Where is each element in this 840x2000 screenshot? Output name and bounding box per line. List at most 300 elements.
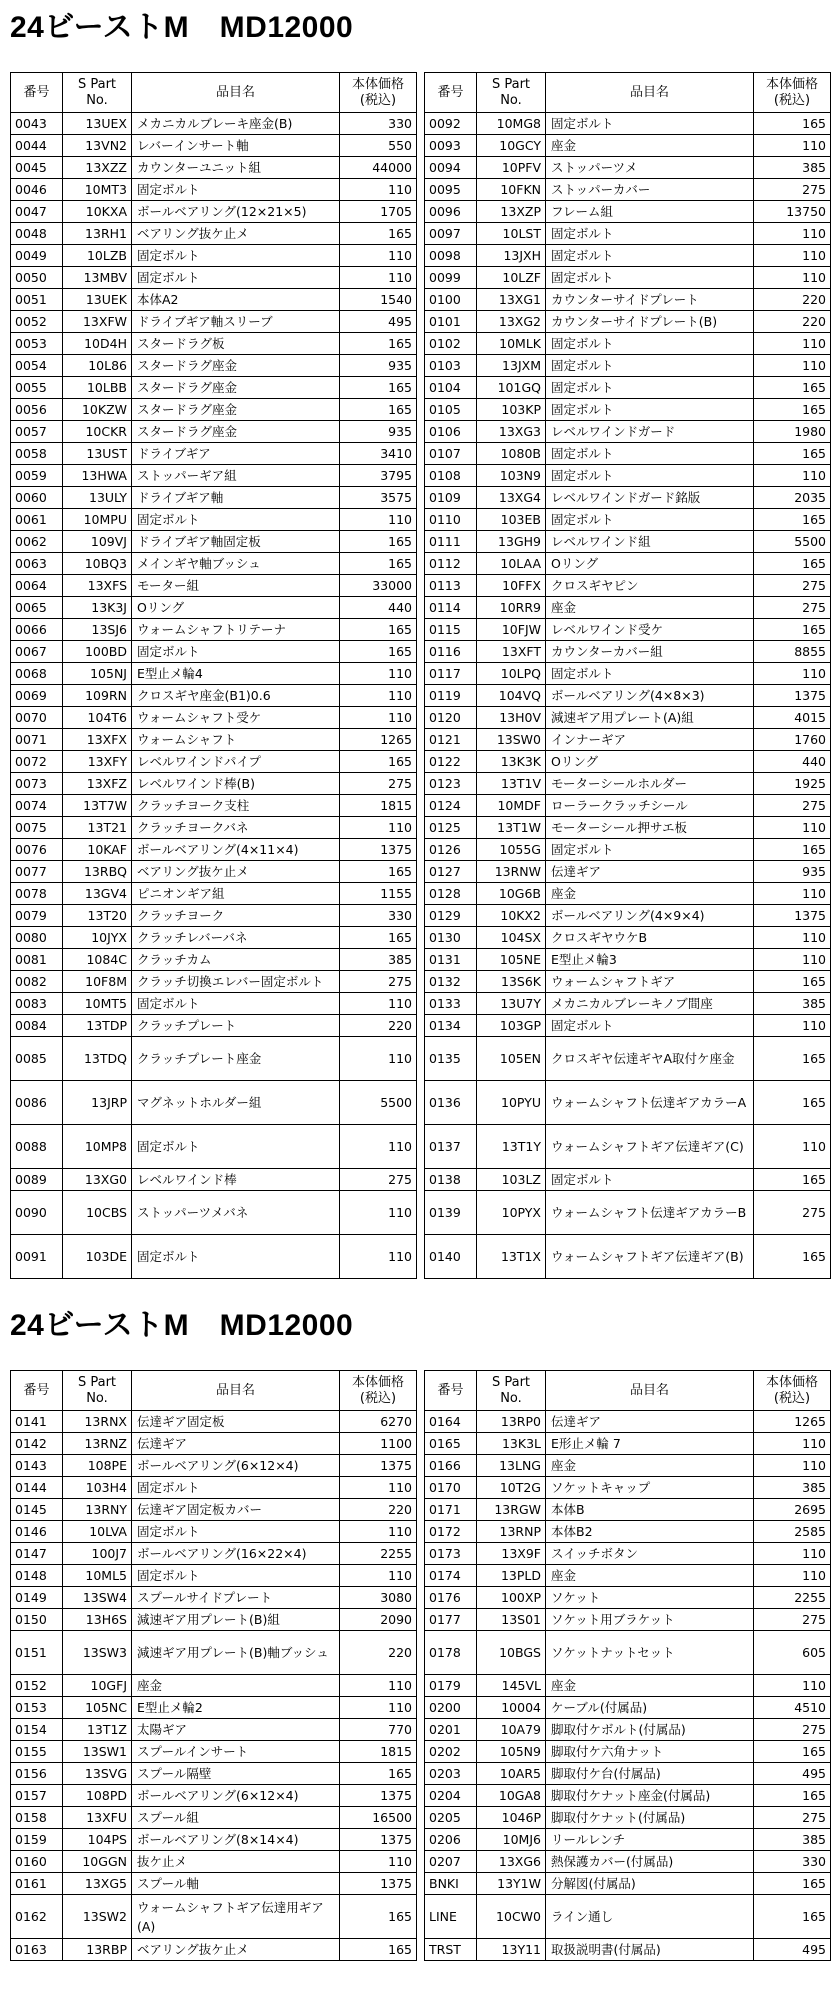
table-row bbox=[11, 1565, 417, 1587]
table-row bbox=[11, 1455, 417, 1477]
item-number: 0061 bbox=[11, 509, 63, 531]
table-row bbox=[11, 1477, 417, 1499]
table-row bbox=[425, 1939, 831, 1961]
parts-table-left bbox=[10, 72, 417, 1279]
price: 2695 bbox=[754, 1499, 831, 1521]
item-name: E型止メ輪4 bbox=[132, 663, 340, 685]
table-row bbox=[11, 267, 417, 289]
part-number: 13XG5 bbox=[63, 1873, 132, 1895]
header-price bbox=[754, 1371, 831, 1411]
item-number: 0068 bbox=[11, 663, 63, 685]
item-number: 0201 bbox=[425, 1719, 477, 1741]
item-number: 0054 bbox=[11, 355, 63, 377]
item-number: 0055 bbox=[11, 377, 63, 399]
table-row bbox=[11, 1939, 417, 1961]
part-number: 13Y1W bbox=[477, 1873, 546, 1895]
part-number: 13UST bbox=[63, 443, 132, 465]
item-name: 固定ボルト bbox=[132, 1565, 340, 1587]
header-part-line2: No. bbox=[86, 92, 108, 108]
part-number: 100J7 bbox=[63, 1543, 132, 1565]
price: 275 bbox=[754, 575, 831, 597]
price: 44000 bbox=[340, 157, 417, 179]
price: 110 bbox=[754, 1455, 831, 1477]
part-number: 10MP8 bbox=[63, 1125, 132, 1169]
table-row bbox=[11, 1895, 417, 1939]
item-name: カウンターユニット組 bbox=[132, 157, 340, 179]
item-name: 減速ギア用プレート(A)組 bbox=[546, 707, 754, 729]
table-row bbox=[425, 839, 831, 861]
table-row bbox=[11, 575, 417, 597]
item-number: 0170 bbox=[425, 1477, 477, 1499]
item-name: ウォームシャフト伝達ギアカラーA bbox=[546, 1081, 754, 1125]
price: 385 bbox=[754, 1477, 831, 1499]
part-number: 13SJ6 bbox=[63, 619, 132, 641]
item-name: インナーギア bbox=[546, 729, 754, 751]
header-row bbox=[11, 1371, 417, 1411]
part-number: 105N9 bbox=[477, 1741, 546, 1763]
table-row bbox=[425, 1411, 831, 1433]
price: 1375 bbox=[340, 1455, 417, 1477]
part-number: 13XG1 bbox=[477, 289, 546, 311]
table-row bbox=[11, 1697, 417, 1719]
item-name: ソケットナットセット bbox=[546, 1631, 754, 1675]
item-name: 固定ボルト bbox=[132, 267, 340, 289]
item-name: クロスギヤ座金(B1)0.6 bbox=[132, 685, 340, 707]
item-number: 0112 bbox=[425, 553, 477, 575]
price: 275 bbox=[340, 773, 417, 795]
item-name: ストッパーカバー bbox=[546, 179, 754, 201]
item-name: 固定ボルト bbox=[546, 663, 754, 685]
part-number: 13T21 bbox=[63, 817, 132, 839]
item-number: 0177 bbox=[425, 1609, 477, 1631]
item-number: 0203 bbox=[425, 1763, 477, 1785]
price: 1375 bbox=[340, 1829, 417, 1851]
table-row bbox=[11, 509, 417, 531]
item-number: 0094 bbox=[425, 157, 477, 179]
price: 2090 bbox=[340, 1609, 417, 1631]
item-number: 0100 bbox=[425, 289, 477, 311]
item-number: 0091 bbox=[11, 1235, 63, 1279]
table-row bbox=[11, 1081, 417, 1125]
table-row bbox=[425, 575, 831, 597]
header-part-line1: S Part bbox=[77, 1374, 117, 1390]
table-row bbox=[11, 157, 417, 179]
part-number: 10PYX bbox=[477, 1191, 546, 1235]
item-name: ウォームシャフト受ケ bbox=[132, 707, 340, 729]
price: 110 bbox=[754, 1565, 831, 1587]
table-row bbox=[425, 179, 831, 201]
item-number: 0080 bbox=[11, 927, 63, 949]
part-number: 13JXM bbox=[477, 355, 546, 377]
part-number: 10KZW bbox=[63, 399, 132, 421]
item-name: モーター組 bbox=[132, 575, 340, 597]
item-name: レベルワインドガード bbox=[546, 421, 754, 443]
part-number: 13JRP bbox=[63, 1081, 132, 1125]
item-name: E形止メ輪 7 bbox=[546, 1433, 754, 1455]
item-name: 分解図(付属品) bbox=[546, 1873, 754, 1895]
price: 110 bbox=[340, 1565, 417, 1587]
header-price bbox=[754, 73, 831, 113]
item-number: 0060 bbox=[11, 487, 63, 509]
item-number: 0207 bbox=[425, 1851, 477, 1873]
item-number: 0058 bbox=[11, 443, 63, 465]
item-name: モーターシールホルダー bbox=[546, 773, 754, 795]
header-number: 番号 bbox=[425, 1371, 477, 1411]
item-name: ピニオンギア組 bbox=[132, 883, 340, 905]
table-row bbox=[425, 1235, 831, 1279]
item-number: 0119 bbox=[425, 685, 477, 707]
table-row bbox=[425, 157, 831, 179]
price: 110 bbox=[340, 1675, 417, 1697]
table-row bbox=[425, 1785, 831, 1807]
part-number: 13S6K bbox=[477, 971, 546, 993]
price: 165 bbox=[340, 377, 417, 399]
item-number: 0074 bbox=[11, 795, 63, 817]
item-name: 本体B bbox=[546, 1499, 754, 1521]
item-name: 座金 bbox=[546, 1455, 754, 1477]
item-number: 0078 bbox=[11, 883, 63, 905]
price: 165 bbox=[340, 861, 417, 883]
part-number: 104SX bbox=[477, 927, 546, 949]
item-number: 0172 bbox=[425, 1521, 477, 1543]
price: 165 bbox=[340, 619, 417, 641]
item-number: 0107 bbox=[425, 443, 477, 465]
table-row bbox=[11, 333, 417, 355]
section-title: 24ビーストM MD12000 bbox=[10, 11, 354, 44]
part-number: 10LZB bbox=[63, 245, 132, 267]
item-number: 0152 bbox=[11, 1675, 63, 1697]
item-number: 0123 bbox=[425, 773, 477, 795]
item-number: 0157 bbox=[11, 1785, 63, 1807]
item-name: マグネットホルダー組 bbox=[132, 1081, 340, 1125]
part-number: 13Y11 bbox=[477, 1939, 546, 1961]
table-row bbox=[425, 861, 831, 883]
part-number: 104T6 bbox=[63, 707, 132, 729]
price: 5500 bbox=[754, 531, 831, 553]
item-number: 0129 bbox=[425, 905, 477, 927]
table-row bbox=[425, 509, 831, 531]
item-number: 0045 bbox=[11, 157, 63, 179]
part-number: 103EB bbox=[477, 509, 546, 531]
item-number: BNKI bbox=[425, 1873, 477, 1895]
item-name: 固定ボルト bbox=[546, 465, 754, 487]
table-row bbox=[11, 1521, 417, 1543]
item-name: スタードラグ座金 bbox=[132, 355, 340, 377]
item-name: ウォームシャフトリテーナ bbox=[132, 619, 340, 641]
part-number: 10LBB bbox=[63, 377, 132, 399]
table-row bbox=[11, 377, 417, 399]
part-number: 101GQ bbox=[477, 377, 546, 399]
price: 110 bbox=[340, 663, 417, 685]
part-number: 10L86 bbox=[63, 355, 132, 377]
parts-table-right bbox=[424, 72, 831, 1279]
item-name: ボールベアリング(6×12×4) bbox=[132, 1455, 340, 1477]
table-row bbox=[425, 399, 831, 421]
header-part-line1: S Part bbox=[491, 76, 531, 92]
table-row bbox=[425, 1477, 831, 1499]
item-number: 0151 bbox=[11, 1631, 63, 1675]
part-number: 13RBP bbox=[63, 1939, 132, 1961]
item-number: 0137 bbox=[425, 1125, 477, 1169]
header-item-name: 品目名 bbox=[132, 73, 340, 113]
item-number: 0146 bbox=[11, 1521, 63, 1543]
item-number: 0163 bbox=[11, 1939, 63, 1961]
table-row bbox=[425, 971, 831, 993]
table-row bbox=[11, 1763, 417, 1785]
price: 220 bbox=[340, 1499, 417, 1521]
part-number: 103GP bbox=[477, 1015, 546, 1037]
item-number: 0138 bbox=[425, 1169, 477, 1191]
header-price-line1: 本体価格 bbox=[765, 1374, 818, 1390]
item-name: スタードラグ座金 bbox=[132, 399, 340, 421]
part-number: 10MT3 bbox=[63, 179, 132, 201]
item-name: 固定ボルト bbox=[546, 399, 754, 421]
item-number: 0139 bbox=[425, 1191, 477, 1235]
part-number: 13T7W bbox=[63, 795, 132, 817]
table-row bbox=[11, 1191, 417, 1235]
part-number: 105NC bbox=[63, 1697, 132, 1719]
table-row bbox=[11, 1741, 417, 1763]
table-row bbox=[425, 927, 831, 949]
item-number: 0098 bbox=[425, 245, 477, 267]
price: 1815 bbox=[340, 1741, 417, 1763]
part-number: 10LST bbox=[477, 223, 546, 245]
header-number: 番号 bbox=[11, 1371, 63, 1411]
part-number: 13GH9 bbox=[477, 531, 546, 553]
part-number: 13K3L bbox=[477, 1433, 546, 1455]
header-number: 番号 bbox=[425, 73, 477, 113]
item-name: Oリング bbox=[132, 597, 340, 619]
item-name: 固定ボルト bbox=[546, 223, 754, 245]
part-number: 103KP bbox=[477, 399, 546, 421]
item-name: 固定ボルト bbox=[546, 443, 754, 465]
part-number: 13RH1 bbox=[63, 223, 132, 245]
price: 110 bbox=[340, 179, 417, 201]
item-number: 0145 bbox=[11, 1499, 63, 1521]
price: 275 bbox=[340, 1169, 417, 1191]
part-number: 10JYX bbox=[63, 927, 132, 949]
item-number: 0083 bbox=[11, 993, 63, 1015]
item-number: 0069 bbox=[11, 685, 63, 707]
item-name: 固定ボルト bbox=[132, 179, 340, 201]
item-number: 0084 bbox=[11, 1015, 63, 1037]
part-number: 10RR9 bbox=[477, 597, 546, 619]
item-name: 固定ボルト bbox=[546, 1169, 754, 1191]
table-row bbox=[11, 773, 417, 795]
item-number: 0141 bbox=[11, 1411, 63, 1433]
item-number: 0124 bbox=[425, 795, 477, 817]
price: 165 bbox=[754, 1895, 831, 1939]
item-name: ストッパーツメバネ bbox=[132, 1191, 340, 1235]
item-number: 0205 bbox=[425, 1807, 477, 1829]
part-number: 13SW1 bbox=[63, 1741, 132, 1763]
table-row bbox=[11, 1411, 417, 1433]
table-row bbox=[425, 1543, 831, 1565]
table-row bbox=[425, 685, 831, 707]
table-row bbox=[11, 1015, 417, 1037]
item-number: 0114 bbox=[425, 597, 477, 619]
table-row bbox=[425, 113, 831, 135]
table-row bbox=[425, 905, 831, 927]
item-number: 0092 bbox=[425, 113, 477, 135]
price: 385 bbox=[754, 157, 831, 179]
item-number: 0046 bbox=[11, 179, 63, 201]
table-row bbox=[11, 905, 417, 927]
item-number: 0149 bbox=[11, 1587, 63, 1609]
item-number: 0051 bbox=[11, 289, 63, 311]
item-number: 0156 bbox=[11, 1763, 63, 1785]
item-number: 0049 bbox=[11, 245, 63, 267]
price: 110 bbox=[754, 817, 831, 839]
item-number: LINE bbox=[425, 1895, 477, 1939]
item-name: ケーブル(付属品) bbox=[546, 1697, 754, 1719]
price: 110 bbox=[754, 223, 831, 245]
item-name: 固定ボルト bbox=[546, 839, 754, 861]
part-number: 10LVA bbox=[63, 1521, 132, 1543]
part-number: 13XFU bbox=[63, 1807, 132, 1829]
part-number: 10LPQ bbox=[477, 663, 546, 685]
item-number: 0131 bbox=[425, 949, 477, 971]
item-number: 0126 bbox=[425, 839, 477, 861]
price: 275 bbox=[754, 795, 831, 817]
item-number: 0053 bbox=[11, 333, 63, 355]
item-name: ベアリング抜ケ止メ bbox=[132, 223, 340, 245]
item-number: 0106 bbox=[425, 421, 477, 443]
item-name: 伝達ギア bbox=[546, 1411, 754, 1433]
part-number: 10KAF bbox=[63, 839, 132, 861]
part-number: 13XFS bbox=[63, 575, 132, 597]
item-name: 座金 bbox=[546, 1565, 754, 1587]
item-number: 0103 bbox=[425, 355, 477, 377]
item-number: 0135 bbox=[425, 1037, 477, 1081]
price: 1705 bbox=[340, 201, 417, 223]
header-price-line2: (税込) bbox=[359, 1390, 397, 1406]
price: 935 bbox=[754, 861, 831, 883]
item-name: ベアリング抜ケ止メ bbox=[132, 1939, 340, 1961]
part-number: 10ML5 bbox=[63, 1565, 132, 1587]
table-row bbox=[11, 1037, 417, 1081]
part-number: 10FFX bbox=[477, 575, 546, 597]
price: 165 bbox=[754, 509, 831, 531]
table-row bbox=[425, 597, 831, 619]
item-number: 0110 bbox=[425, 509, 477, 531]
part-number: 13X9F bbox=[477, 1543, 546, 1565]
item-number: 0043 bbox=[11, 113, 63, 135]
table-row bbox=[11, 949, 417, 971]
table-row bbox=[11, 223, 417, 245]
item-number: 0064 bbox=[11, 575, 63, 597]
item-name: 固定ボルト bbox=[132, 1521, 340, 1543]
header-price bbox=[340, 73, 417, 113]
part-number: 10GGN bbox=[63, 1851, 132, 1873]
table-row bbox=[11, 1851, 417, 1873]
item-number: 0113 bbox=[425, 575, 477, 597]
item-name: ドライブギア軸スリーブ bbox=[132, 311, 340, 333]
item-number: 0108 bbox=[425, 465, 477, 487]
item-number: 0159 bbox=[11, 1829, 63, 1851]
table-row bbox=[425, 641, 831, 663]
item-name: 固定ボルト bbox=[546, 355, 754, 377]
part-number: 10GA8 bbox=[477, 1785, 546, 1807]
item-name: クラッチヨーク bbox=[132, 905, 340, 927]
item-number: 0158 bbox=[11, 1807, 63, 1829]
price: 385 bbox=[754, 993, 831, 1015]
table-row bbox=[425, 751, 831, 773]
price: 165 bbox=[754, 1169, 831, 1191]
item-number: 0076 bbox=[11, 839, 63, 861]
item-name: スタードラグ座金 bbox=[132, 421, 340, 443]
table-row bbox=[11, 1543, 417, 1565]
item-number: 0085 bbox=[11, 1037, 63, 1081]
item-number: 0117 bbox=[425, 663, 477, 685]
item-name: ウォームシャフトギア bbox=[546, 971, 754, 993]
table-row bbox=[425, 1081, 831, 1125]
price: 4510 bbox=[754, 1697, 831, 1719]
part-number: 10PFV bbox=[477, 157, 546, 179]
table-row bbox=[11, 531, 417, 553]
table-row bbox=[425, 817, 831, 839]
item-number: 0133 bbox=[425, 993, 477, 1015]
price: 2255 bbox=[340, 1543, 417, 1565]
part-number: 1055G bbox=[477, 839, 546, 861]
part-number: 13RNW bbox=[477, 861, 546, 883]
part-number: 10F8M bbox=[63, 971, 132, 993]
price: 165 bbox=[754, 443, 831, 465]
part-number: 10MLK bbox=[477, 333, 546, 355]
item-number: 0204 bbox=[425, 1785, 477, 1807]
part-number: 13H6S bbox=[63, 1609, 132, 1631]
table-row bbox=[425, 245, 831, 267]
item-name: E型止メ輪3 bbox=[546, 949, 754, 971]
part-number: 13VN2 bbox=[63, 135, 132, 157]
price: 385 bbox=[340, 949, 417, 971]
item-name: 固定ボルト bbox=[546, 509, 754, 531]
part-number: 13XZZ bbox=[63, 157, 132, 179]
part-number: 13SW3 bbox=[63, 1631, 132, 1675]
item-name: 伝達ギア bbox=[132, 1433, 340, 1455]
item-name: クラッチプレート bbox=[132, 1015, 340, 1037]
price: 495 bbox=[754, 1763, 831, 1785]
price: 110 bbox=[754, 883, 831, 905]
table-row bbox=[11, 927, 417, 949]
part-number: 109VJ bbox=[63, 531, 132, 553]
header-part-line2: No. bbox=[500, 1390, 522, 1406]
part-number: 13RNY bbox=[63, 1499, 132, 1521]
price: 110 bbox=[754, 1015, 831, 1037]
item-name: ウォームシャフト bbox=[132, 729, 340, 751]
price: 110 bbox=[340, 685, 417, 707]
part-number: 13GV4 bbox=[63, 883, 132, 905]
part-number: 1080B bbox=[477, 443, 546, 465]
price: 110 bbox=[754, 1675, 831, 1697]
part-number: 13S01 bbox=[477, 1609, 546, 1631]
item-name: ボールベアリング(8×14×4) bbox=[132, 1829, 340, 1851]
item-name: 脚取付ケナット(付属品) bbox=[546, 1807, 754, 1829]
item-name: フレーム組 bbox=[546, 201, 754, 223]
item-name: クラッチカム bbox=[132, 949, 340, 971]
part-number: 10MG8 bbox=[477, 113, 546, 135]
table-row bbox=[11, 883, 417, 905]
item-number: 0059 bbox=[11, 465, 63, 487]
item-name: ソケットキャップ bbox=[546, 1477, 754, 1499]
part-number: 10KX2 bbox=[477, 905, 546, 927]
price: 110 bbox=[340, 1191, 417, 1235]
item-name: クラッチヨークバネ bbox=[132, 817, 340, 839]
table-row bbox=[11, 641, 417, 663]
item-name: クロスギヤウケB bbox=[546, 927, 754, 949]
table-row bbox=[425, 993, 831, 1015]
price: 165 bbox=[340, 399, 417, 421]
